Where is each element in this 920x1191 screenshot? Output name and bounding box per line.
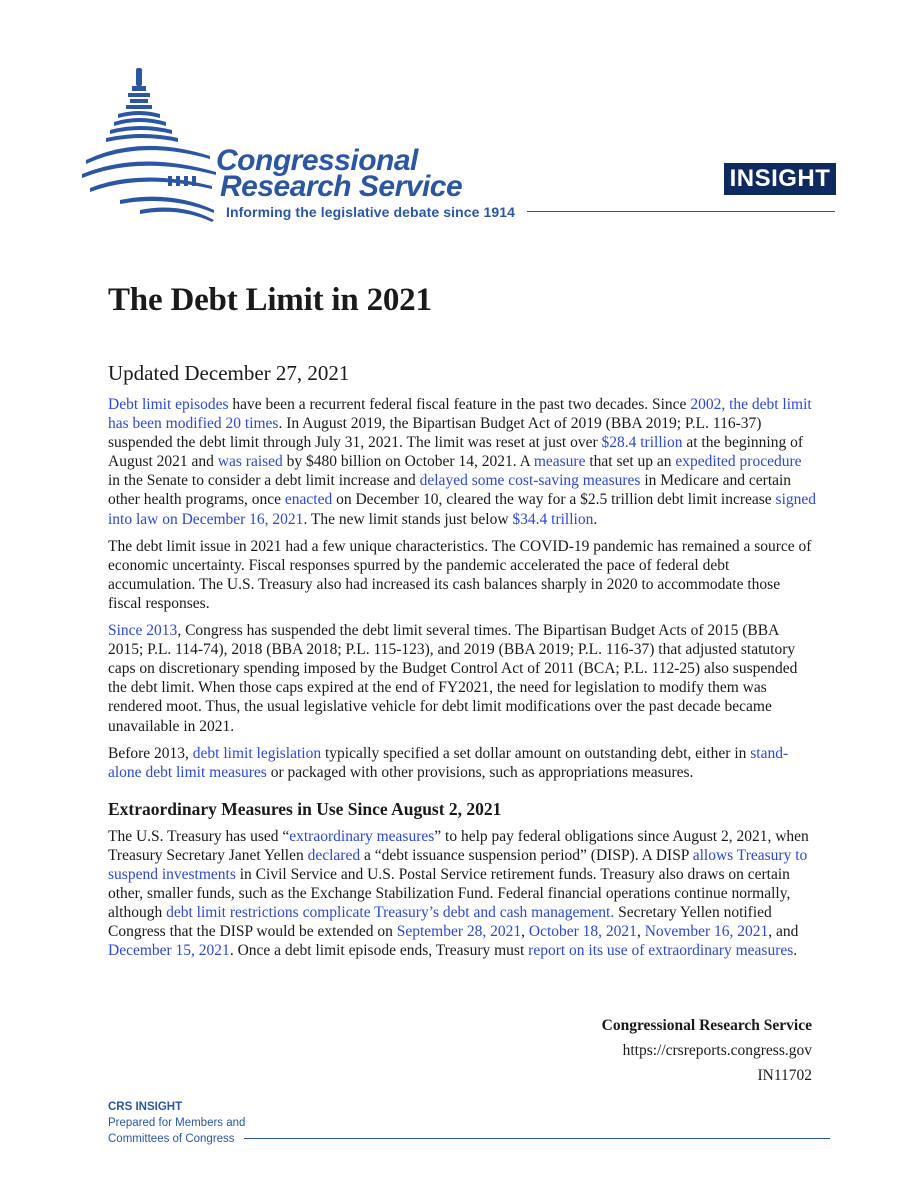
text-run: The U.S. Treasury has used “ (108, 827, 290, 845)
text-run: typically specified a set dollar amount on outstanding debt, either in (321, 744, 751, 762)
inline-link[interactable]: December 15, 2021 (108, 942, 230, 960)
crs-logo (80, 64, 540, 224)
inline-link[interactable]: report on its use of extraordinary measures (528, 942, 794, 960)
paragraph (108, 744, 816, 782)
text-run: in the Senate to consider a debt limit increase and (108, 472, 420, 490)
inline-link[interactable]: September 28, 2021 (396, 923, 522, 941)
footer (108, 1099, 245, 1147)
text-run: on December 10, cleared the way for a $2.5 trillion debt limit increase (332, 491, 776, 509)
page-title: The Debt Limit in 2021 (108, 282, 432, 318)
signature-org: Congressional Research Service (601, 1017, 812, 1034)
text-run: . (593, 510, 598, 528)
paragraph (108, 537, 816, 613)
text-run: ” to help pay federal obligations since August 2, 2021, when Treasury Secretary Janet Yellen (108, 827, 809, 864)
inline-link[interactable]: stand-alone debt limit measures (108, 744, 789, 781)
footer-line1: Prepared for Members and (108, 1117, 246, 1129)
text-run: . Once a debt limit episode ends, Treasury must (229, 942, 529, 960)
footer-brand: CRS INSIGHT (108, 1101, 183, 1113)
logo-text-congressional: Congressional (216, 144, 418, 177)
text-run: in Medicare and certain other health programs, once (108, 472, 792, 509)
section-heading: Extraordinary Measures in Use Since August 2, 2021 (108, 798, 502, 819)
inline-link[interactable]: signed into law on December 16, 2021 (108, 491, 817, 528)
footer-line2: Committees of Congress (108, 1133, 235, 1145)
inline-link[interactable]: was raised (217, 453, 283, 471)
inline-link[interactable]: Debt limit episodes (108, 396, 229, 413)
inline-link[interactable]: November 16, 2021 (644, 923, 769, 941)
logo-text-research-service: Research Service (220, 170, 463, 203)
paragraph (108, 395, 816, 529)
text-run: Before 2013, (108, 744, 193, 762)
inline-link[interactable]: expedited procedure (675, 453, 802, 471)
signature-block (500, 1013, 812, 1088)
document-body (108, 395, 816, 969)
text-run: by $480 billion on October 14, 2021. A (282, 453, 534, 471)
signature-url: https://crsreports.congress.gov (622, 1042, 812, 1059)
text-run: at the beginning of August 2021 and (108, 434, 803, 471)
text-run: in Civil Service and U.S. Postal Service retirement funds. Treasury also draws on certain other, smaller funds, such as the Exchange Stabilization Fund. Federal financial operations continue normally, although (108, 866, 791, 922)
logo-tagline: Informing the legislative debate since 1914 (226, 204, 516, 220)
inline-link[interactable]: 2002, the debt limit has been modified 20 times (108, 396, 812, 433)
text-run: . The new limit stands just below (303, 510, 513, 528)
updated-date: Updated December 27, 2021 (108, 361, 350, 385)
inline-link[interactable]: allows Treasury to suspend investments (108, 846, 808, 884)
text-run: , and (768, 923, 799, 941)
text-run: a “debt issuance suspension period” (DISP). A DISP (360, 846, 693, 864)
inline-link[interactable]: enacted (284, 491, 333, 509)
text-run: that set up an (585, 453, 676, 471)
paragraph (108, 827, 816, 961)
inline-link[interactable]: declared (307, 846, 361, 864)
text-run: have been a recurrent federal fiscal feature in the past two decades. Since (228, 396, 691, 413)
inline-link[interactable]: Since 2013 (108, 622, 178, 640)
inline-link[interactable]: delayed some cost-saving measures (419, 472, 641, 490)
footer-rule (244, 1138, 830, 1139)
inline-link[interactable]: $34.4 trillion (512, 510, 594, 528)
header-rule (527, 211, 835, 212)
paragraph (108, 621, 816, 736)
text-run: The debt limit issue in 2021 had a few unique characteristics. The COVID-19 pandemic has remained a source of economic uncertainty. Fiscal responses spurred by the pandemic accelerated the pace of federal debt accumulation. The U.S. Treasury also had increased its cash balances sharply in 2020 to accommodate those fiscal responses. (108, 537, 812, 612)
inline-link[interactable]: $28.4 trillion (601, 434, 683, 452)
document-id: IN11702 (757, 1067, 812, 1084)
text-run: . In August 2019, the Bipartisan Budget Act of 2019 (BBA 2019; P.L. 116-37) suspended the debt limit through July 31, 2021. The limit was reset at just over (108, 415, 762, 452)
text-run: or packaged with other provisions, such as appropriations measures. (266, 763, 694, 781)
inline-link[interactable]: measure (533, 453, 586, 471)
inline-link[interactable]: October 18, 2021 (528, 923, 637, 941)
inline-link[interactable]: debt limit legislation (192, 744, 322, 762)
inline-link[interactable]: extraordinary measures (289, 827, 435, 845)
text-run: Secretary Yellen notified Congress that the DISP would be extended on (108, 904, 772, 941)
capitol-dome-icon (80, 64, 220, 224)
text-run: , (521, 923, 529, 941)
text-run: , (636, 923, 645, 941)
insight-badge: INSIGHT (724, 163, 836, 195)
inline-link[interactable]: debt limit restrictions complicate Treasury’s debt and cash management. (166, 904, 615, 922)
text-run: . (793, 942, 798, 960)
text-run: , Congress has suspended the debt limit several times. The Bipartisan Budget Acts of 2015 (BBA 2015; P.L. 114-74), 2018 (BBA 2018; P.L. 115-123), and 2019 (BBA 2019; P.L. 116-37) that adjusted statutory caps on discretionary spending imposed by the Budget Control Act of 2011 (BCA; P.L. 112-25) also suspended the debt limit. When those caps expired at the end of FY2021, the need for legislation to modify them was rendered moot. Thus, the usual legislative vehicle for debt limit modifications over the past decade became unavailable in 2021. (108, 622, 798, 735)
